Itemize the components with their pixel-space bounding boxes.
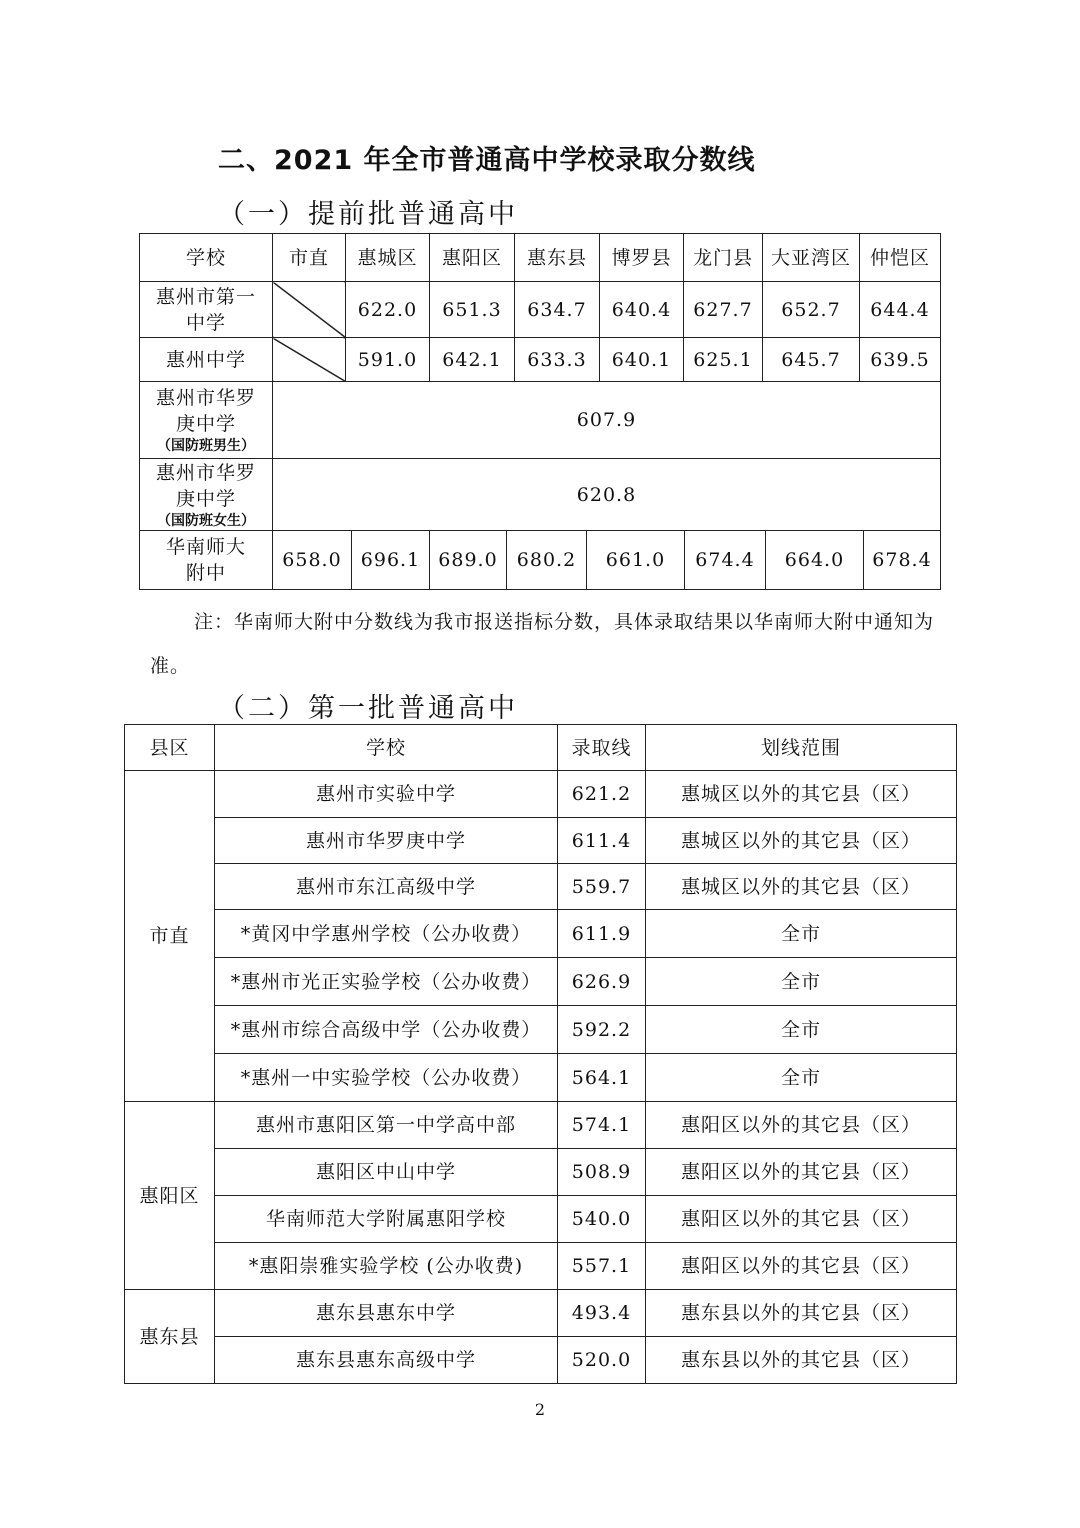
diagonal-empty-cell [273, 282, 346, 338]
school-cell: 惠州市东江高级中学 [215, 864, 558, 910]
table-header-row [125, 725, 957, 771]
table-header-row [140, 234, 941, 282]
score-cell: 639.5 [860, 338, 941, 382]
district-cell: 惠阳区 [125, 1102, 215, 1290]
school-cell: 惠阳区中山中学 [215, 1149, 558, 1196]
table-row [125, 1337, 957, 1384]
table-row [140, 459, 941, 531]
table-row [140, 531, 941, 590]
score-cell: 493.4 [558, 1290, 646, 1337]
score-cell: 651.3 [430, 282, 515, 338]
school-cell: 惠东县惠东中学 [215, 1290, 558, 1337]
score-cell: 627.7 [684, 282, 763, 338]
table-row [125, 818, 957, 864]
header-cell: 学校 [140, 234, 273, 282]
table-row [125, 1196, 957, 1243]
score-cell: 508.9 [558, 1149, 646, 1196]
scope-cell: 惠城区以外的其它县（区） [646, 864, 957, 910]
score-cell: 591.0 [346, 338, 430, 382]
school-cell: 惠州市实验中学 [215, 771, 558, 818]
district-cell: 惠东县 [125, 1290, 215, 1384]
score-cell: 559.7 [558, 864, 646, 910]
school-note: （国防班男生） [157, 438, 255, 454]
scope-cell: 惠城区以外的其它县（区） [646, 818, 957, 864]
school-name: 惠州市华罗庚中学 [155, 461, 256, 510]
school-cell [140, 459, 273, 531]
school-cell: *黄冈中学惠州学校（公办收费） [215, 910, 558, 958]
school-cell: *惠州市光正实验学校（公办收费） [215, 958, 558, 1006]
school-name: 惠州市华罗庚中学 [155, 387, 256, 435]
header-cell: 大亚湾区 [763, 234, 860, 282]
score-cell: 633.3 [515, 338, 600, 382]
section-title: 二、2021 年全市普通高中学校录取分数线 [218, 145, 756, 176]
table-row [125, 771, 957, 818]
score-cell: 626.9 [558, 958, 646, 1006]
scope-cell: 惠城区以外的其它县（区） [646, 771, 957, 818]
score-cell: 674.4 [685, 531, 766, 589]
table-note: 注：华南师大附中分数线为我市报送指标分数，具体录取结果以华南师大附中通知为准。 [150, 611, 935, 677]
score-cell: 620.8 [273, 459, 941, 531]
school-cell: 惠东县惠东高级中学 [215, 1337, 558, 1384]
table-row [125, 910, 957, 958]
score-cell: 680.2 [507, 531, 587, 589]
score-cell: 634.7 [515, 282, 600, 338]
header-cell: 龙门县 [684, 234, 763, 282]
score-cell: 696.1 [352, 531, 430, 589]
part1-title: （一）提前批普通高中 [218, 199, 518, 230]
school-cell: 惠州市华罗庚中学 [215, 818, 558, 864]
header-cell: 县区 [125, 725, 215, 771]
table-row [125, 1290, 957, 1337]
page-number: 2 [534, 1400, 546, 1419]
school-cell: *惠州一中实验学校（公办收费） [215, 1054, 558, 1102]
scope-cell: 全市 [646, 1006, 957, 1054]
score-cell: 592.2 [558, 1006, 646, 1054]
score-cell: 557.1 [558, 1243, 646, 1290]
header-cell: 惠东县 [515, 234, 600, 282]
table-row [140, 382, 941, 459]
score-cell: 678.4 [872, 549, 932, 571]
score-cell: 622.0 [346, 282, 430, 338]
table-row [125, 1006, 957, 1054]
scope-cell: 惠阳区以外的其它县（区） [646, 1149, 957, 1196]
score-cell: 644.4 [860, 282, 941, 338]
score-cell: 611.4 [558, 818, 646, 864]
table-row [125, 1149, 957, 1196]
header-cell: 仲恺区 [860, 234, 941, 282]
scope-cell: 全市 [646, 958, 957, 1006]
score-cell: 652.7 [763, 282, 860, 338]
header-cell: 划线范围 [646, 725, 957, 771]
header-cell: 惠城区 [346, 234, 430, 282]
table-row [125, 864, 957, 910]
header-cell: 惠阳区 [430, 234, 515, 282]
scope-cell: 全市 [646, 1054, 957, 1102]
scope-cell: 全市 [646, 910, 957, 958]
score-cell: 607.9 [273, 382, 941, 459]
part2-title: （二）第一批普通高中 [218, 693, 518, 724]
school-note: （国防班女生） [157, 512, 255, 529]
score-subrow [273, 531, 941, 590]
score-cell: 621.2 [558, 771, 646, 818]
table-row [140, 338, 941, 382]
score-cell: 625.1 [684, 338, 763, 382]
score-cell: 540.0 [558, 1196, 646, 1243]
header-cell: 学校 [215, 725, 558, 771]
score-cell: 664.0 [766, 531, 864, 589]
table-row [125, 1102, 957, 1149]
district-cell: 市直 [125, 771, 215, 1102]
score-cell: 689.0 [430, 531, 507, 589]
table-row [125, 1243, 957, 1290]
score-cell: 520.0 [558, 1337, 646, 1384]
score-cell: 611.9 [558, 910, 646, 958]
school-cell: *惠州市综合高级中学（公办收费） [215, 1006, 558, 1054]
school-cell [140, 382, 273, 459]
score-cell: 640.1 [600, 338, 684, 382]
school-cell: 惠州中学 [140, 338, 273, 382]
table-row [140, 282, 941, 338]
table-row [125, 958, 957, 1006]
score-cell: 645.7 [763, 338, 860, 382]
score-cell: 658.0 [273, 531, 352, 589]
school-cell: 惠州市第一中学 [140, 282, 273, 338]
diagonal-empty-cell [273, 338, 346, 382]
early-admission-table [139, 233, 941, 590]
scope-cell: 惠东县以外的其它县（区） [646, 1337, 957, 1384]
score-cell: 564.1 [558, 1054, 646, 1102]
score-cell: 642.1 [430, 338, 515, 382]
score-cell: 661.0 [587, 531, 685, 589]
scope-cell: 惠阳区以外的其它县（区） [646, 1102, 957, 1149]
score-cell: 640.4 [600, 282, 684, 338]
header-cell: 录取线 [558, 725, 646, 771]
header-cell: 博罗县 [600, 234, 684, 282]
scope-cell: 惠阳区以外的其它县（区） [646, 1243, 957, 1290]
header-cell: 市直 [273, 234, 346, 282]
school-cell: 华南师范大学附属惠阳学校 [215, 1196, 558, 1243]
school-cell: *惠阳崇雅实验学校 (公办收费) [215, 1243, 558, 1290]
first-batch-table [124, 724, 957, 1384]
table-row [125, 1054, 957, 1102]
score-cell: 574.1 [558, 1102, 646, 1149]
school-cell: 华南师大附中 [140, 531, 273, 590]
scope-cell: 惠阳区以外的其它县（区） [646, 1196, 957, 1243]
school-cell: 惠州市惠阳区第一中学高中部 [215, 1102, 558, 1149]
scope-cell: 惠东县以外的其它县（区） [646, 1290, 957, 1337]
